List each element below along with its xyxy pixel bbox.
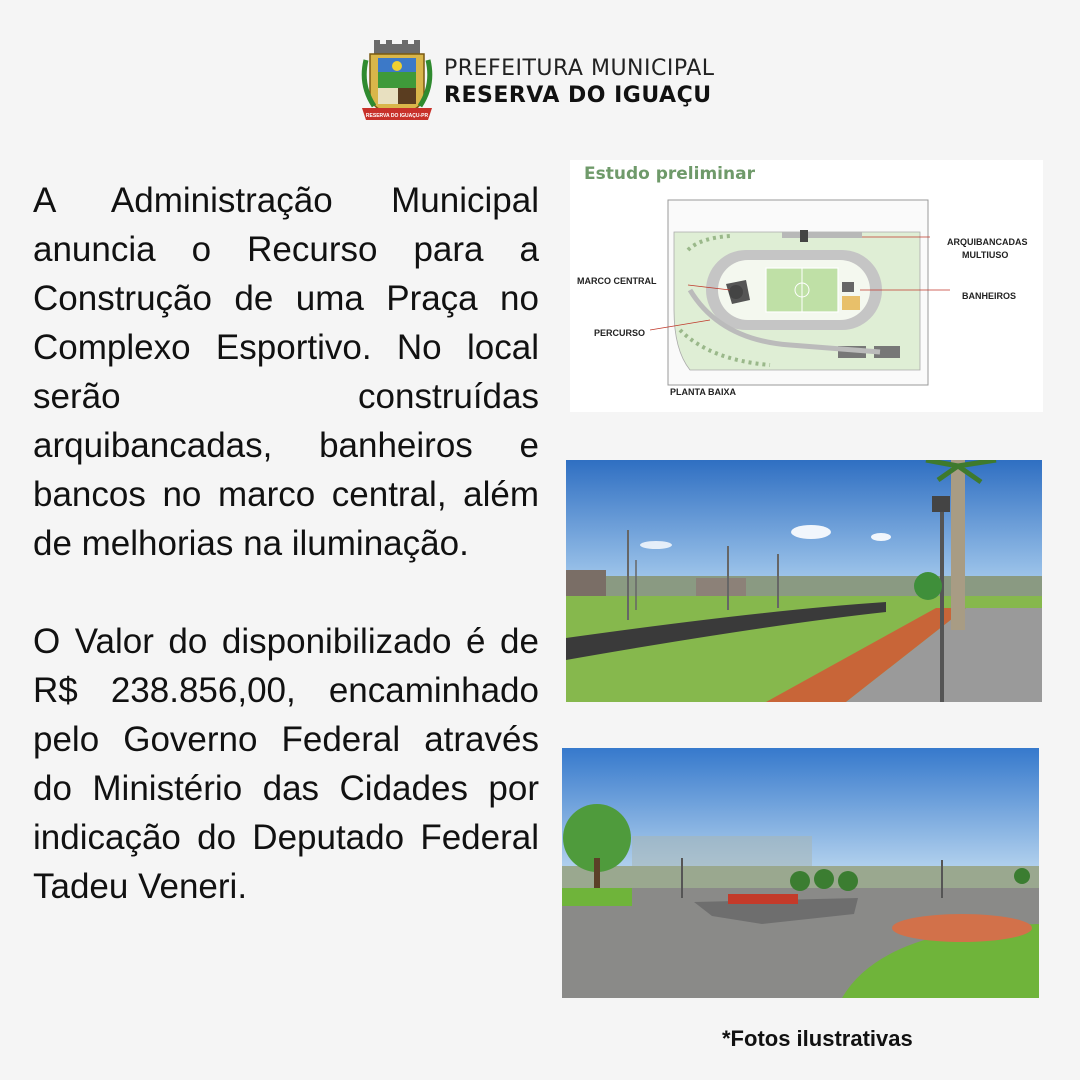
photo-caption: *Fotos ilustrativas [722,1026,913,1051]
site-plan-image [570,160,1043,412]
track-render-image [566,460,1042,702]
announcement-paragraph-1: A Administração Municipal anuncia o Recurso para a Construção de uma Praça no Complexo Esportivo. No local serão construídas arquibancadas, banheiros e bancos no marco central, além de melhorias na iluminação. [33,181,539,563]
header-title-line1: PREFEITURA MUNICIPAL [444,55,715,81]
header [360,40,715,124]
plan-label-banheiros: BANHEIROS [962,291,1017,301]
municipal-crest-icon [360,40,434,124]
plan-label-percurso: PERCURSO [594,328,646,338]
header-title-line2: RESERVA DO IGUAÇU [444,83,712,108]
plan-label-marco-central: MARCO CENTRAL [577,276,657,286]
announcement-text [33,176,539,911]
announcement-paragraph-2: O Valor do disponibilizado é de R$ 238.856,00, encaminhado pelo Governo Federal através do Ministério das Cidades por indicação do Deputado Federal Tadeu Veneri. [33,622,539,906]
plan-label-multiuso: MULTIUSO [962,250,1009,260]
plaza-render-image [562,748,1039,998]
plan-title: Estudo preliminar [584,164,755,184]
plan-label-arquibancadas: ARQUIBANCADAS [947,237,1028,247]
plan-label-planta-baixa: PLANTA BAIXA [670,387,736,397]
svg-text:RESERVA DO IGUAÇU-PR: RESERVA DO IGUAÇU-PR [365,113,429,119]
